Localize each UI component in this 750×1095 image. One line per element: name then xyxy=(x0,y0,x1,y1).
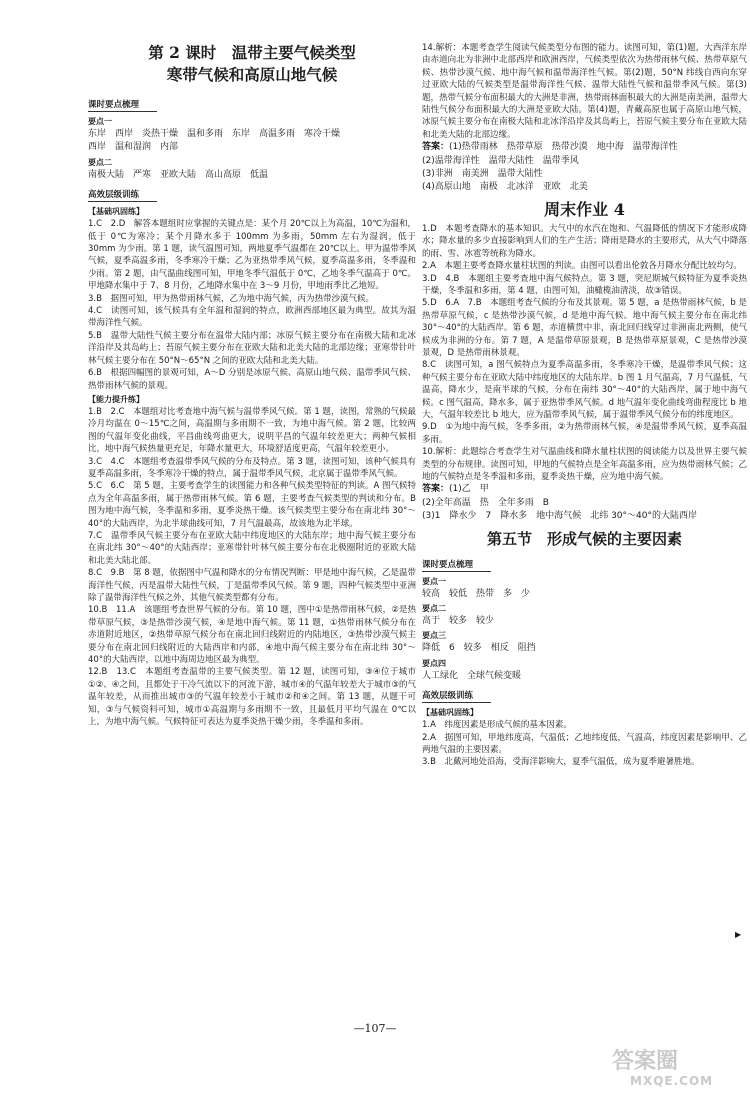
weekly-homework-title: 周末作业 4 xyxy=(544,199,625,219)
watermark-url: MXQE.COM xyxy=(630,1074,714,1088)
answer-item: 7.C 温带季风气候主要分布在亚欧大陆中纬度地区的大陆东岸；地中海气候主要分布在南北纬 30°～40°的大陆西岸；亚寒带针叶林气候主要分布在北极圈附近的亚欧大陆和北美大陆北部。 xyxy=(88,530,416,566)
answer-item: 1.D 本题考查降水的基本知识。大气中的水汽在饱和、气温降低的情况下才能形成降水；降水量的多少直接影响到人们的生产生活；降雨是降水的主要形式，从大气中降落的雨、雪、冰雹等统称为降水。 xyxy=(422,223,747,259)
key-point-4-answers: 人工绿化 全球气候变暖 xyxy=(422,670,522,681)
basic-practice-tag: 【基础巩固练】 xyxy=(422,708,478,718)
answer-item: 3.B 北戴河地处沿海，受海洋影响大，夏季气温低，成为夏季避暑胜地。 xyxy=(422,757,700,768)
key-point-1-answers-2: 西岸 温和湿润 内部 xyxy=(88,142,179,153)
answer-item: 6.B 根据四幅图的景观可知，A～D 分别是冰原气候、高原山地气候、温带季风气候、热带雨林气候的景观。 xyxy=(88,368,416,391)
watermark-logo: 答案圈 xyxy=(612,1049,679,1074)
answer-item: 5.D 6.A 7.B 本题组考查气候的分布及其景观。第 5 题，a 是热带雨林气候，b 是热带草原气候，c 是热带沙漠气候，d 是地中海气候。地中海气候主要分布在南北纬 30°～40°的大陆西岸。第 6 题，赤道横贯中非，南北回归线穿过非洲南北两侧，使气候成为非洲的分布。第 7 题，A 是温带草原景观，B 是热带草原景观，C 是热带沙漠景观，D 是热带雨林景观。 xyxy=(422,298,747,358)
answer-item: 4.C 读图可知，该气候具有全年温和湿润的特点，欧洲西部地区最为典型。故其为温带海洋性气候。 xyxy=(88,306,416,329)
answer-10-line-1 xyxy=(422,483,747,496)
section-bar: 课时要点梳理 xyxy=(422,559,491,572)
key-point-3-tag: 要点三 xyxy=(422,631,446,641)
lesson-title: 第 2 课时 温带主要气候类型 xyxy=(148,43,356,62)
answer-14-line-3: (3)非洲 南美洲 温带大陆性 xyxy=(422,169,543,180)
key-point-1-tag: 要点一 xyxy=(88,117,112,126)
answer-item: 9.D ①为地中海气候，冬季多雨，②为热带雨林气候，④是温带季风气候，夏季高温多雨。 xyxy=(422,422,747,445)
answer-item: 14.解析：本题考查学生阅读气候类型分布图的能力。读图可知，第(1)题，大西洋东岸由赤道向北为非洲中北部西岸和欧洲西岸，气候类型依次为热带雨林气候、热带草原气候、热带沙漠气候、地中海气候和温带海洋性气候。第(2)题，50°N 纬线自西向东穿过亚欧大陆的气候类型是温带海洋性气候、温带大陆性气候和温带季风气候。第(3)题，热带气候分布面积最大的大洲是非洲，热带雨林面积最大的大洲是南美洲，温带大陆性气候分布面积最大的大洲是亚欧大陆。第(4)题，青藏高原也属于高原山地气候，冰原气候主要分布在南极大陆和北冰洋沿岸及其岛屿上，苔原气候主要分布在亚欧大陆和北美大陆的北部边缘。 xyxy=(422,43,747,140)
answer-item: 5.B 温带大陆性气候主要分布在温带大陆内部；冰原气候主要分布在南极大陆和北冰洋沿岸及其岛屿上；苔原气候主要分布在亚欧大陆和北美大陆的北部边缘；亚寒带针叶林气候主要分布在 50°N～65°N 之间的亚欧大陆和北美大陆。 xyxy=(88,330,416,366)
key-point-2-tag: 要点二 xyxy=(422,604,446,614)
answer-item: 10.解析：此题综合考查学生对气温曲线和降水量柱状图的阅读能力以及世界主要气候类型的分布规律。读图可知，甲地的气候特点是全年高温多雨，应为热带雨林气候；乙地的气候特点是冬季温和多雨，夏季炎热干燥，应为地中海气候。 xyxy=(422,447,747,482)
answer-item: 8.C 9.B 第 8 题，依据图中气温和降水的分布情况判断：甲是地中海气候，乙是温带海洋性气候，丙是温带大陆性气候，丁是温带季风气候。第 9 题，四种气候类型中亚洲除了温带海洋性气候之外，其他气候类型都有分布。 xyxy=(88,568,416,603)
key-point-2-answers: 南极大陆 严寒 亚欧大陆 高山高原 低温 xyxy=(88,169,269,180)
answer-item: 1.B 2.C 本题组对比考查地中海气候与温带季风气候。第 1 题，读图，常熟的气候最冷月均温在 0～15℃之间，高温期与多雨期不一致，为地中海气候。第 2 题，比较两图的气温年变化曲线，平昌曲线弯曲更大，说明平昌的气温年较差更大；两种气候相比，地中海气候热量更充足，年降水量更大，环境舒适度更高，气温年较差更小。 xyxy=(88,406,416,455)
answer-item: 1.A 纬度因素是形成气候的基本因素。 xyxy=(422,720,572,731)
key-point-1-answers: 东岸 西岸 炎热干燥 温和多雨 东岸 高温多雨 寒冷干燥 xyxy=(88,129,341,139)
section-bar: 高效层级训练 xyxy=(422,690,491,703)
answer-item: 1.C 2.D 解答本题组时应掌握的关键点是：某个月 20℃以上为高温，10℃为温和，低于 0℃为寒冷；某个月降水多于 100mm 为多雨，50mm 左右为湿润，低于 30mm 为少雨。第 1 题，读气温图可知，两地夏季气温都在 20℃以上。甲为温带季风气候，夏季高温多雨，冬季寒冷干燥；乙为亚热带季风气候，夏季高温多雨，冬季温和少雨。第 2 题，由气温曲线图可知，甲地冬季气温低于 0℃，乙地冬季气温高于 0℃。甲地降水集中于 7、8 月份，乙地降水集中在 3～9 月份，甲地雨季比乙地短。 xyxy=(88,219,416,292)
key-point-2-answers: 高于 较多 较少 xyxy=(422,616,495,627)
triangle-marker-icon: ▶ xyxy=(735,930,742,939)
answer-item: 2.A 据图可知，甲地纬度高，气温低；乙地纬度低，气温高，纬度因素是影响甲、乙两地气温的主要因素。 xyxy=(422,732,747,756)
basic-practice-tag: 【基础巩固练】 xyxy=(88,207,144,217)
ability-practice-tag: 【能力提升练】 xyxy=(88,394,144,404)
section-title: 第五节 形成气候的主要因素 xyxy=(486,529,682,548)
answer-label: 答案： xyxy=(422,484,450,495)
answer-label: 答案： xyxy=(422,142,450,153)
answer-14-line-2: (2)温带海洋性 温带大陆性 温带季风 xyxy=(422,155,579,166)
answer-item: 3.C 4.C 本题组考查温带季风气候的分布及特点。第 3 题，读图可知，该种气候具有夏季高温多雨，冬季寒冷干燥的特点，属于温带季风气候，北京属于温带季风气候。 xyxy=(88,456,416,479)
answer-item: 10.B 11.A 该题组考查世界气候的分布。第 10 题，图中①是热带雨林气候，②是热带草原气候，③是热带沙漠气候，④是地中海气候。第 11 题，①热带雨林气候分布在赤道附近地区，②热带草原气候分布在南北回归线附近的内陆地区，③热带沙漠气候主要分布在南北回归线附近的大陆西岸和内部，④地中海气候主要分布在南北纬 30°～40°的大陆西岸，以地中海周边地区最为典型。 xyxy=(88,605,416,666)
answer-text: (1)热带雨林 热带草原 热带沙漠 地中海 温带海洋性 xyxy=(449,142,678,153)
right-column xyxy=(422,42,747,769)
key-point-3-answers: 降低 6 较多 相反 阻挡 xyxy=(422,643,536,654)
key-point-2-tag: 要点二 xyxy=(88,157,112,167)
answer-item: 12.B 13.C 本题组考查温带的主要气候类型。第 12 题，读图可知，③④位于城市①②、④之间，且都处于干冷气流以下的河流下游，城市④的气温年较差大于城市③的气温年较差，从而推出城市③的气温年较差小于城市②和④之间。第 13 题，从题干可知，③与气候资料可知，城市①高温期与多雨期不一致，且最低月平均气温在 0℃以上，为地中海气候。气候特征可表达为夏季炎热干燥少雨，冬季温和多雨。 xyxy=(88,667,416,728)
answer-item: 3.B 据图可知，甲为热带雨林气候，乙为地中海气候，丙为热带沙漠气候。 xyxy=(88,293,374,304)
answer-item: 3.D 4.B 本题组主要考查地中海气候特点。第 3 题，突尼斯城气候特征为夏季炎热干燥，冬季温和多雨，第 4 题，由图可知，油橄榄油清淡，故③错误。 xyxy=(422,273,747,296)
answer-text: (1)乙 甲 xyxy=(449,484,489,495)
answer-item: 8.C 读图可知，a 图气候特点为夏季高温多雨，冬季寒冷干燥，是温带季风气候；这种气候主要分布在亚欧大陆中纬度地区的大陆东岸。b 图 1 月气温高，7 月气温低，气温高，降水少，是南半球的气候，分布在南纬 30°～40°的大陆西岸，属于地中海气候。c 图气温高，降水多，属于亚热带季风气候。d 地气温年变化曲线弯曲程度比 b 地大，气温年较差比 b 地大，应为温带季风气候，属于温带季风气候分布的纬度地区。 xyxy=(422,360,747,420)
lesson-subtitle: 寒带气候和高原山地气候 xyxy=(166,65,338,84)
section-bar: 高效层级训练 xyxy=(88,189,157,202)
key-point-1-answers: 较高 较低 热带 多 少 xyxy=(422,588,531,599)
answer-14-line-4: (4)高原山地 南极 北冰洋 亚欧 北美 xyxy=(422,182,588,193)
answer-10-line-2: (2)全年高温 热 全年多雨 B xyxy=(422,497,549,508)
key-point-1-tag: 要点一 xyxy=(422,576,446,586)
answer-10-line-3: (3)1 降水少 7 降水多 地中海气候 北纬 30°～40°的大陆西岸 xyxy=(422,511,697,522)
answer-item: 2.A 本题主要考查降水量柱状图的判读。由图可以看出伦敦各月降水分配比较均匀。 xyxy=(422,261,742,272)
section-bar: 课时要点梳理 xyxy=(88,99,157,112)
page-number: —107— xyxy=(353,1022,397,1035)
left-column xyxy=(88,42,416,728)
answer-item: 5.C 6.C 第 5 题，主要考查学生的读图能力和各种气候类型特征的判读。A 图气候特点为全年高温多雨，属于热带雨林气候。第 6 题，主要考查气候类型的判读和分布。B 图为地中海气候，冬季温和多雨，夏季炎热干燥。该气候类型主要分布在南北纬 30°～40°的大陆西岸，为北半球曲线可知，7 月气温最高，故该地为北半球。 xyxy=(88,481,416,529)
key-point-4-tag: 要点四 xyxy=(422,658,446,668)
answer-14-line-1 xyxy=(422,141,747,154)
